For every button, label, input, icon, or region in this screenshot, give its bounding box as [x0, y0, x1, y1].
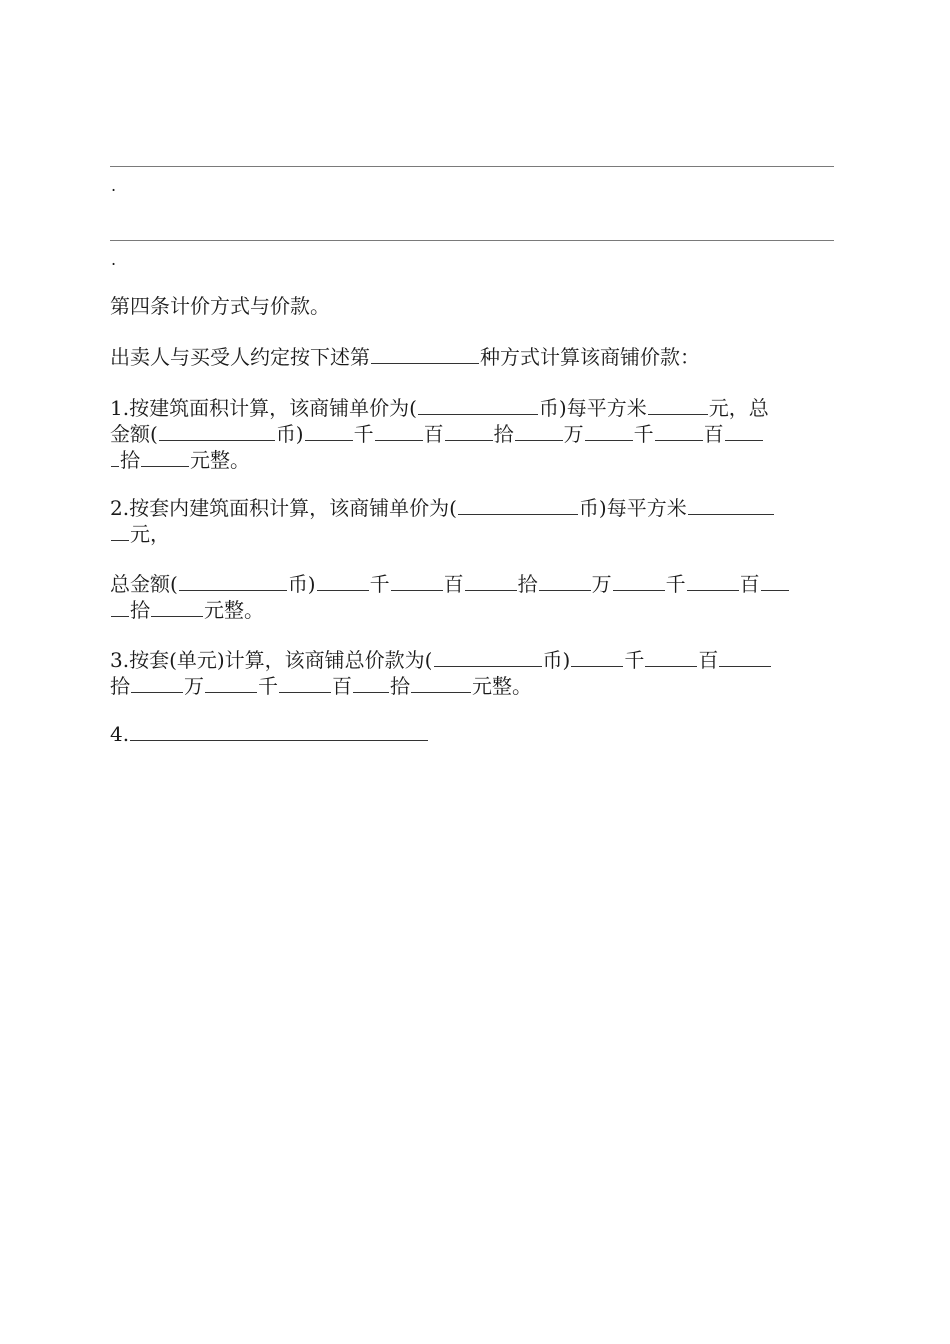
item1-text: 币) — [275, 422, 304, 446]
unit-label: 百 — [332, 674, 352, 698]
unit-label: 千 — [633, 422, 654, 446]
amount-blank[interactable] — [411, 672, 471, 693]
amount-blank[interactable] — [375, 420, 423, 441]
item4-line — [110, 720, 850, 747]
item2-unit-price-blank[interactable] — [688, 494, 774, 515]
unit-label: 千 — [369, 572, 390, 596]
item3-currency-blank[interactable] — [434, 646, 542, 667]
unit-label: 拾 — [130, 598, 150, 622]
unit-label: 拾 — [120, 448, 140, 472]
unit-label: 百 — [423, 422, 444, 446]
item1-text: 金额( — [110, 422, 158, 446]
item3-line2 — [110, 672, 850, 699]
item1-line2 — [110, 420, 850, 447]
amount-blank[interactable] — [353, 672, 389, 693]
blank-line-2 — [110, 240, 834, 241]
item2-text: 币)每平方米 — [578, 496, 687, 520]
amount-blank[interactable] — [585, 420, 633, 441]
item2-total-currency-blank[interactable] — [179, 570, 287, 591]
amount-blank[interactable] — [687, 570, 739, 591]
amount-blank[interactable] — [317, 570, 369, 591]
unit-label: 千 — [624, 648, 645, 672]
intro-text-a: 出卖人与买受人约定按下述第 — [110, 345, 370, 369]
item2-currency-blank[interactable] — [458, 494, 578, 515]
article-heading: 第四条计价方式与价款。 — [110, 294, 330, 318]
item2-text: 元整。 — [204, 598, 264, 622]
amount-blank[interactable] — [465, 570, 517, 591]
amount-blank[interactable] — [655, 420, 703, 441]
intro-text-b: 种方式计算该商铺价款： — [480, 345, 700, 369]
item4-label: 4. — [110, 722, 130, 746]
item3-text: 币) — [542, 648, 571, 672]
method-number-blank[interactable] — [371, 343, 479, 364]
amount-blank[interactable] — [151, 596, 203, 617]
item1-currency-blank[interactable] — [418, 394, 538, 415]
unit-label: 万 — [184, 674, 204, 698]
amount-blank[interactable] — [111, 446, 119, 467]
item2-line4 — [110, 596, 850, 623]
item4-blank[interactable] — [130, 720, 428, 741]
amount-blank[interactable] — [111, 596, 129, 617]
item3-text: 元整。 — [472, 674, 532, 698]
amount-blank[interactable] — [391, 570, 443, 591]
item1-text: 元，总 — [708, 396, 769, 420]
unit-label: 拾 — [517, 572, 538, 596]
unit-label: 万 — [591, 572, 612, 596]
unit-label: 百 — [739, 572, 760, 596]
amount-blank[interactable] — [515, 420, 563, 441]
item1-unit-price-blank[interactable] — [648, 394, 708, 415]
item2-line2 — [110, 520, 850, 547]
item1-text: 元整。 — [190, 448, 250, 472]
amount-blank[interactable] — [725, 420, 763, 441]
amount-blank[interactable] — [539, 570, 591, 591]
item3-text: 3.按套(单元)计算，该商铺总价款为( — [110, 648, 433, 672]
amount-blank[interactable] — [305, 420, 353, 441]
amount-blank[interactable] — [141, 446, 189, 467]
item2-line3 — [110, 570, 850, 597]
item3-line1 — [110, 646, 850, 673]
amount-blank[interactable] — [613, 570, 665, 591]
unit-label: 百 — [443, 572, 464, 596]
item2-text: 2.按套内建筑面积计算，该商铺单价为( — [110, 496, 457, 520]
item2-text: 元， — [130, 522, 170, 546]
amount-blank[interactable] — [645, 646, 697, 667]
item2-text: 总金额( — [110, 572, 178, 596]
amount-blank[interactable] — [131, 672, 183, 693]
amount-blank[interactable] — [761, 570, 789, 591]
item1-line3 — [110, 446, 850, 473]
unit-label: 百 — [703, 422, 724, 446]
unit-label: 拾 — [110, 674, 130, 698]
unit-label: 千 — [665, 572, 686, 596]
unit-label: 百 — [698, 648, 719, 672]
unit-label: 千 — [258, 674, 278, 698]
item2-line1 — [110, 494, 850, 521]
unit-label: 拾 — [390, 674, 410, 698]
item1-line1 — [110, 394, 850, 421]
item1-text: 币)每平方米 — [538, 396, 647, 420]
blank-line-2-dot: . — [111, 250, 117, 269]
blank-line-1 — [110, 166, 834, 167]
item1-total-currency-blank[interactable] — [159, 420, 275, 441]
amount-blank[interactable] — [445, 420, 493, 441]
blank-line-1-dot: . — [111, 176, 117, 195]
item2-unit-price-blank-cont[interactable] — [111, 520, 129, 541]
unit-label: 万 — [563, 422, 584, 446]
unit-label: 拾 — [493, 422, 514, 446]
item2-text: 币) — [287, 572, 316, 596]
unit-label: 千 — [353, 422, 374, 446]
amount-blank[interactable] — [719, 646, 771, 667]
amount-blank[interactable] — [205, 672, 257, 693]
item1-text: 1.按建筑面积计算，该商铺单价为( — [110, 396, 417, 420]
article-intro — [110, 343, 850, 370]
amount-blank[interactable] — [571, 646, 623, 667]
amount-blank[interactable] — [279, 672, 331, 693]
